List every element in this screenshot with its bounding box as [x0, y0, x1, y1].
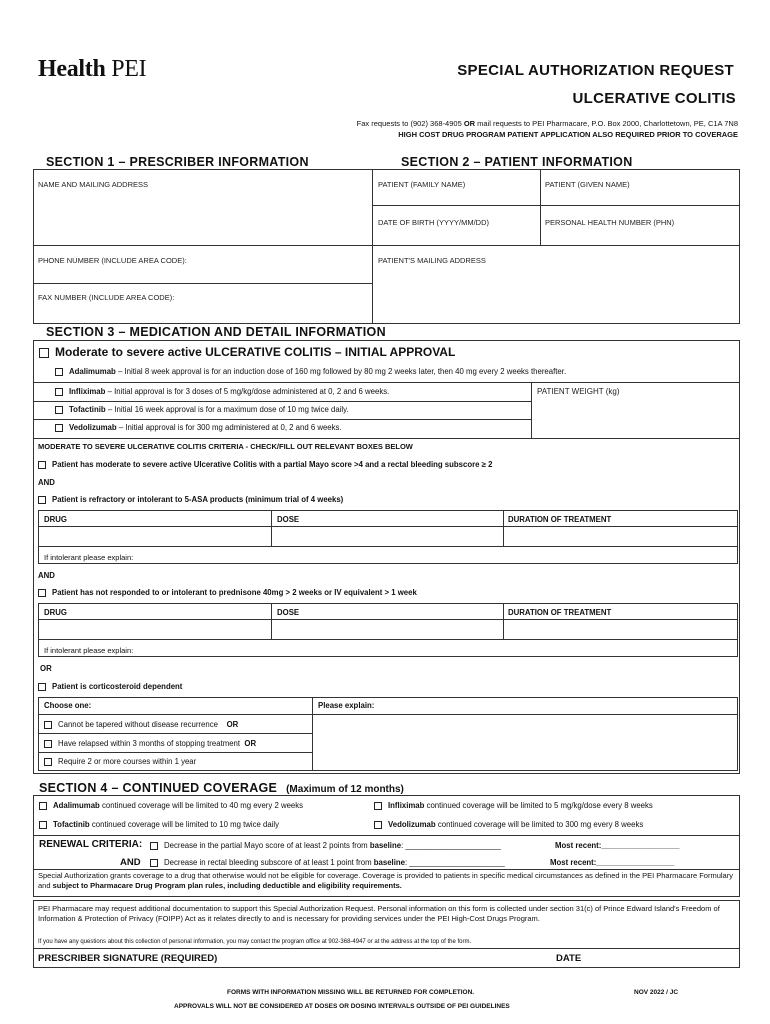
checkbox-icon[interactable] — [44, 721, 52, 729]
section2-title: SECTION 2 – PATIENT INFORMATION — [401, 155, 633, 169]
col-duration: DURATION OF TREATMENT — [508, 515, 612, 524]
renewal-bleeding[interactable]: Decrease in rectal bleeding subscore of at least 1 point from baseline: ______________________ — [150, 858, 505, 867]
drug-option-adalimumab[interactable]: Adalimumab – Initial 8 week approval is for an induction dose of 160 mg followed by 80 mg 2 weeks later, then 40 mg every 2 weeks thereafter. — [55, 367, 566, 376]
health-pei-logo: Health PEI — [38, 56, 147, 82]
dob-field[interactable]: DATE OF BIRTH (YYYY/MM/DD) — [378, 218, 489, 227]
fax-field[interactable]: FAX NUMBER (INCLUDE AREA CODE): — [38, 293, 175, 302]
checkbox-icon[interactable] — [55, 406, 63, 414]
cont-vedolizumab[interactable]: Vedolizumab continued coverage will be limited to 300 mg every 8 weeks — [374, 820, 643, 829]
please-explain-field[interactable]: Please explain: — [318, 701, 375, 710]
given-name-field[interactable]: PATIENT (GIVEN NAME) — [545, 180, 630, 189]
checkbox-icon[interactable] — [38, 589, 46, 597]
renewal-mayo[interactable]: Decrease in the partial Mayo score of at least 2 points from baseline: ______________________ — [150, 841, 501, 850]
special-authorization-note: Special Authorization grants coverage to a drug that otherwise would not be eligible for coverage. Coverage is provided to patients in specific medical circumstances as defined in the PEI Pharmacare Formulary and subject to Pharmacare Drug Program plan rules, including deductible and eligibility requirements. — [38, 871, 733, 890]
form-title: SPECIAL AUTHORIZATION REQUEST — [457, 62, 734, 79]
cont-infliximab[interactable]: Infliximab continued coverage will be limited to 5 mg/kg/dose every 8 weeks — [374, 801, 653, 810]
checkbox-icon[interactable] — [38, 496, 46, 504]
checkbox-icon[interactable] — [55, 424, 63, 432]
name-address-field[interactable]: NAME AND MAILING ADDRESS — [38, 180, 149, 189]
choice-taper[interactable]: Cannot be tapered without disease recurrence OR — [44, 720, 238, 729]
and-label: AND — [38, 478, 55, 487]
fax-instructions: Fax requests to (902) 368-4905 OR mail requests to PEI Pharmacare, P.O. Box 2000, Charlottetown, PE, C1A 7N8 — [356, 119, 738, 128]
asa-drug-table — [38, 510, 738, 564]
section4-title-row: SECTION 4 – CONTINUED COVERAGE (Maximum of 12 months) — [39, 781, 404, 795]
choice-courses[interactable]: Require 2 or more courses within 1 year — [44, 757, 196, 766]
patient-mailing-field[interactable]: PATIENT'S MAILING ADDRESS — [378, 256, 486, 265]
cont-adalimumab[interactable]: Adalimumab continued coverage will be limited to 40 mg every 2 weeks — [39, 801, 303, 810]
renewal-mayo-recent-field[interactable]: Most recent:__________________ — [555, 841, 680, 850]
checkbox-icon[interactable] — [44, 740, 52, 748]
col-drug: DRUG — [44, 515, 67, 524]
checkbox-icon[interactable] — [374, 802, 382, 810]
drug-option-vedolizumab[interactable]: Vedolizumab – Initial approval is for 300 mg administered at 0, 2 and 6 weeks. — [55, 423, 342, 432]
drug-option-infliximab[interactable]: Infliximab – Initial approval is for 3 doses of 5 mg/kg/dose administered at 0, 2 and 6 weeks. — [55, 387, 389, 396]
prednisone-drug-table — [38, 603, 738, 657]
col-drug: DRUG — [44, 608, 67, 617]
form-version: NOV 2022 / JC — [634, 989, 679, 996]
col-dose: DOSE — [277, 608, 300, 617]
intolerant-explain-field[interactable]: If intolerant please explain: — [44, 646, 134, 655]
checkbox-icon[interactable] — [39, 348, 49, 358]
checkbox-icon[interactable] — [55, 368, 63, 376]
privacy-statement: PEI Pharmacare may request additional documentation to support this Special Authorization Request. Personal information on this form is collected under section 31(c) of Prince Edward Island's Freedom of Information & Protection of Privacy (FOIPP) Act as it relates directly to and is necessary for providing services under the PEI High-Cost Drugs Program. — [38, 904, 720, 923]
phone-field[interactable]: PHONE NUMBER (INCLUDE AREA CODE): — [38, 256, 187, 265]
cont-tofactinib[interactable]: Tofactinib continued coverage will be limited to 10 mg twice daily — [39, 820, 279, 829]
criterion-5asa[interactable]: Patient is refractory or intolerant to 5-ASA products (minimum trial of 4 weeks) — [38, 495, 343, 504]
patient-weight-field[interactable]: PATIENT WEIGHT (kg) — [537, 387, 620, 396]
checkbox-icon[interactable] — [55, 388, 63, 396]
and-label: AND — [38, 571, 55, 580]
questions-contact: If you have any questions about this collection of personal information, you may contact the program office at 902-368-4947 or at the address at the top of the form. — [38, 939, 472, 945]
renewal-criteria-label: RENEWAL CRITERIA: — [39, 839, 143, 850]
checkbox-icon[interactable] — [374, 821, 382, 829]
checkbox-icon[interactable] — [150, 859, 158, 867]
checkbox-icon[interactable] — [150, 842, 158, 850]
prescriber-signature-field[interactable]: PRESCRIBER SIGNATURE (REQUIRED) — [38, 953, 218, 964]
criteria-heading: MODERATE TO SEVERE ULCERATIVE COLITIS CRITERIA - CHECK/FILL OUT RELEVANT BOXES BELOW — [38, 442, 413, 451]
criterion-mayo-score[interactable]: Patient has moderate to severe active Ulcerative Colitis with a partial Mayo score >4 and a rectal bleeding subscore ≥ 2 — [38, 460, 492, 469]
criterion-corticosteroid[interactable]: Patient is corticosteroid dependent — [38, 682, 182, 691]
high-cost-notice: HIGH COST DRUG PROGRAM PATIENT APPLICATION ALSO REQUIRED PRIOR TO COVERAGE — [398, 130, 738, 139]
criterion-prednisone[interactable]: Patient has not responded to or intolerant to prednisone 40mg > 2 weeks or IV equivalent > 1 week — [38, 588, 417, 597]
renewal-and-label: AND — [120, 857, 141, 868]
form-subtitle: ULCERATIVE COLITIS — [572, 90, 736, 107]
family-name-field[interactable]: PATIENT (FAMILY NAME) — [378, 180, 466, 189]
or-label: OR — [40, 664, 52, 673]
phn-field[interactable]: PERSONAL HEALTH NUMBER (PHN) — [545, 218, 675, 227]
col-dose: DOSE — [277, 515, 300, 524]
choice-relapsed[interactable]: Have relapsed within 3 months of stopping treatment OR — [44, 739, 256, 748]
approvals-notice: APPROVALS WILL NOT BE CONSIDERED AT DOSES OR DOSING INTERVALS OUTSIDE OF PEI GUIDELINES — [174, 1003, 510, 1010]
section3-title: SECTION 3 – MEDICATION AND DETAIL INFORMATION — [46, 325, 386, 339]
drug-option-tofactinib[interactable]: Tofactinib – Initial 16 week approval is for a maximum dose of 10 mg twice daily. — [55, 405, 349, 414]
section1-title: SECTION 1 – PRESCRIBER INFORMATION — [46, 155, 309, 169]
initial-approval-option[interactable]: Moderate to severe active ULCERATIVE COLITIS – INITIAL APPROVAL — [39, 345, 455, 359]
col-duration: DURATION OF TREATMENT — [508, 608, 612, 617]
date-field[interactable]: DATE — [556, 953, 582, 964]
checkbox-icon[interactable] — [39, 821, 47, 829]
intolerant-explain-field[interactable]: If intolerant please explain: — [44, 553, 134, 562]
checkbox-icon[interactable] — [39, 802, 47, 810]
choose-one-label: Choose one: — [44, 701, 92, 710]
renewal-bleeding-recent-field[interactable]: Most recent:__________________ — [550, 858, 675, 867]
missing-info-notice: FORMS WITH INFORMATION MISSING WILL BE RETURNED FOR COMPLETION. — [227, 989, 475, 996]
checkbox-icon[interactable] — [38, 683, 46, 691]
checkbox-icon[interactable] — [38, 461, 46, 469]
checkbox-icon[interactable] — [44, 758, 52, 766]
